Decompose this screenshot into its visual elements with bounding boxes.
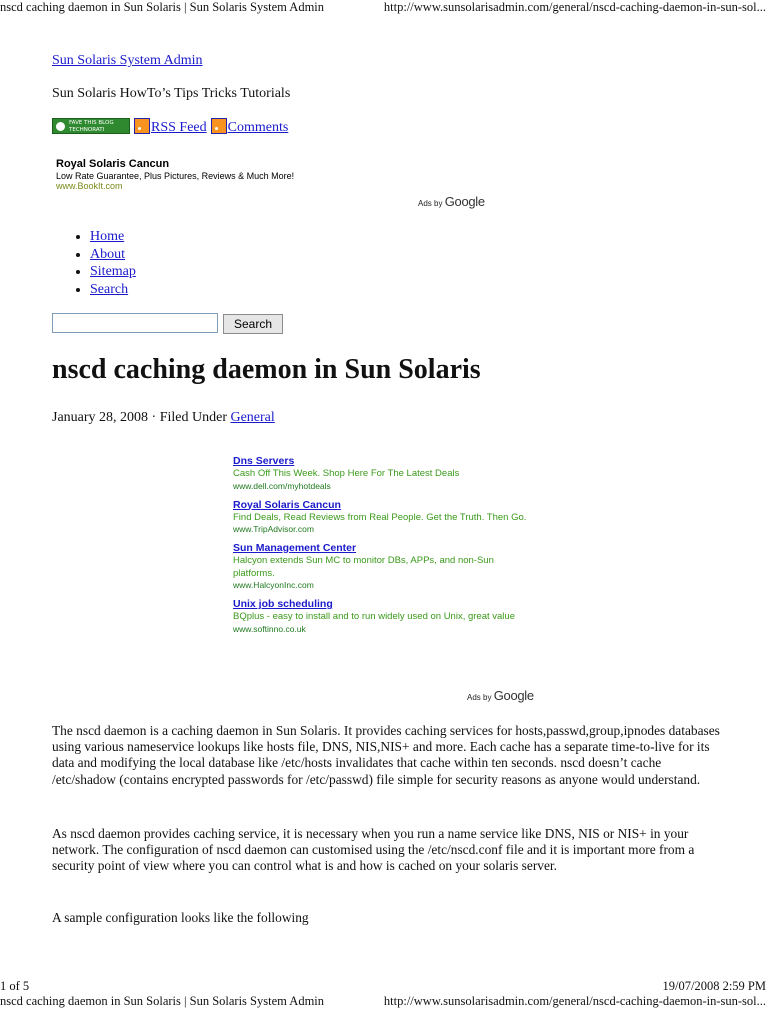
post-filed-under: · Filed Under [151, 410, 227, 425]
print-footer-page: 1 of 5 [0, 979, 30, 993]
ad-desc: Find Deals, Read Reviews from Real People. Get the Truth. Then Go. [233, 511, 527, 523]
google-logo: Google [493, 688, 534, 703]
top-ad-desc: Low Rate Guarantee, Plus Pictures, Reviews & Much More! [56, 171, 295, 181]
ad-title[interactable]: Royal Solaris Cancun [233, 498, 341, 511]
ads-by-prefix: Ads by [467, 693, 492, 702]
nav-link-about[interactable]: About [90, 246, 125, 262]
ad-title[interactable]: Dns Servers [233, 455, 295, 467]
technorati-badge[interactable] [52, 118, 130, 134]
top-ad-url[interactable]: www.BookIt.com [56, 181, 123, 191]
top-ad[interactable] [56, 158, 294, 191]
ads-by-google-inline[interactable] [467, 688, 534, 703]
body-paragraph-2: As nscd daemon provides caching service, it is necessary when you run a name service like DNS, NIS or NIS+ in your network. The configuration of nscd daemon can customised using the /etc/nscd.conf file and it is important more from a security point of view where you can control what is and how is cached on your solaris server. [52, 826, 695, 874]
ad-title[interactable]: Unix job scheduling [233, 598, 333, 610]
ad-desc: Halcyon extends Sun MC to monitor DBs, APPs, and non-Sun platforms. [233, 555, 494, 579]
rss-feed-link[interactable]: RSS Feed [151, 120, 207, 135]
post-date: January 28, 2008 [52, 410, 149, 425]
print-footer-datetime: 19/07/2008 2:59 PM [662, 979, 766, 993]
ad-url[interactable]: www.HalcyonInc.com [233, 580, 314, 590]
ad-desc: BQplus - easy to install and to run widely used on Unix, great value [233, 611, 515, 622]
technorati-icon [56, 122, 65, 131]
print-header-url: http://www.sunsolarisadmin.com/general/nscd-caching-daemon-in-sun-sol... [383, 0, 766, 14]
nav-link-home[interactable]: Home [90, 229, 125, 244]
nav-item-about [90, 246, 136, 264]
post-meta [52, 410, 275, 426]
print-footer-title: nscd caching daemon in Sun Solaris | Sun Solaris System Admin [0, 994, 325, 1008]
rss-feed-icon[interactable] [134, 118, 150, 134]
search-input[interactable] [52, 313, 218, 333]
nav-item-search [90, 281, 136, 299]
nav-item-sitemap [90, 263, 136, 281]
ad-item[interactable] [233, 598, 533, 635]
ad-item[interactable] [233, 455, 533, 492]
ad-title[interactable]: Sun Management Center [233, 542, 357, 554]
comments-feed-link[interactable]: Comments [227, 120, 289, 135]
body-paragraph-1: The nscd daemon is a caching daemon in Sun Solaris. It provides caching services for hosts,passwd,group,ipnodes databases using various nameservice lookups like hosts file, DNS, NIS,NIS+ and more. Each cache has a separate time-to-live for its data and modifying the local database like /etc/hosts invalidates that cache within ten seconds. nscd doesn’t cache /etc/shadow (contains encrypted passwords for /etc/passwd) file simple for security reasons as anyone would understand. [52, 723, 720, 787]
post-title: nscd caching daemon in Sun Solaris [52, 354, 481, 385]
nav-link-search[interactable]: Search [90, 282, 129, 298]
technorati-line2: TECHNORATI [69, 127, 105, 133]
ad-url[interactable]: www.dell.com/myhotdeals [233, 480, 331, 491]
nav-link-sitemap[interactable]: Sitemap [90, 264, 136, 280]
post-category-link[interactable]: General [230, 410, 275, 425]
ad-item[interactable] [233, 542, 533, 591]
ads-by-prefix: Ads by [418, 199, 443, 208]
ad-url[interactable]: www.TripAdvisor.com [233, 524, 314, 534]
site-title-link[interactable]: Sun Solaris System Admin [52, 53, 203, 68]
nav-item-home [90, 228, 136, 246]
google-logo: Google [444, 194, 485, 209]
search-button[interactable]: Search [223, 314, 283, 334]
ads-by-google-top[interactable] [418, 194, 485, 209]
technorati-line1: FAVE THIS BLOG [69, 120, 114, 126]
ad-item[interactable] [233, 499, 533, 536]
site-tagline: Sun Solaris HowTo’s Tips Tricks Tutorials [52, 86, 291, 101]
badge-bar [52, 118, 288, 140]
ad-desc: Cash Off This Week. Shop Here For The Latest Deals [233, 468, 460, 479]
body-paragraph-3: A sample configuration looks like the following [52, 910, 309, 925]
print-footer-url: http://www.sunsolarisadmin.com/general/nscd-caching-daemon-in-sun-sol... [383, 994, 766, 1008]
ad-block [233, 455, 533, 642]
print-header-title: nscd caching daemon in Sun Solaris | Sun Solaris System Admin [0, 0, 325, 14]
main-nav [52, 228, 136, 299]
top-ad-title[interactable]: Royal Solaris Cancun [56, 158, 170, 170]
comments-feed-icon[interactable] [211, 118, 227, 134]
ad-url[interactable]: www.softinno.co.uk [233, 623, 306, 634]
